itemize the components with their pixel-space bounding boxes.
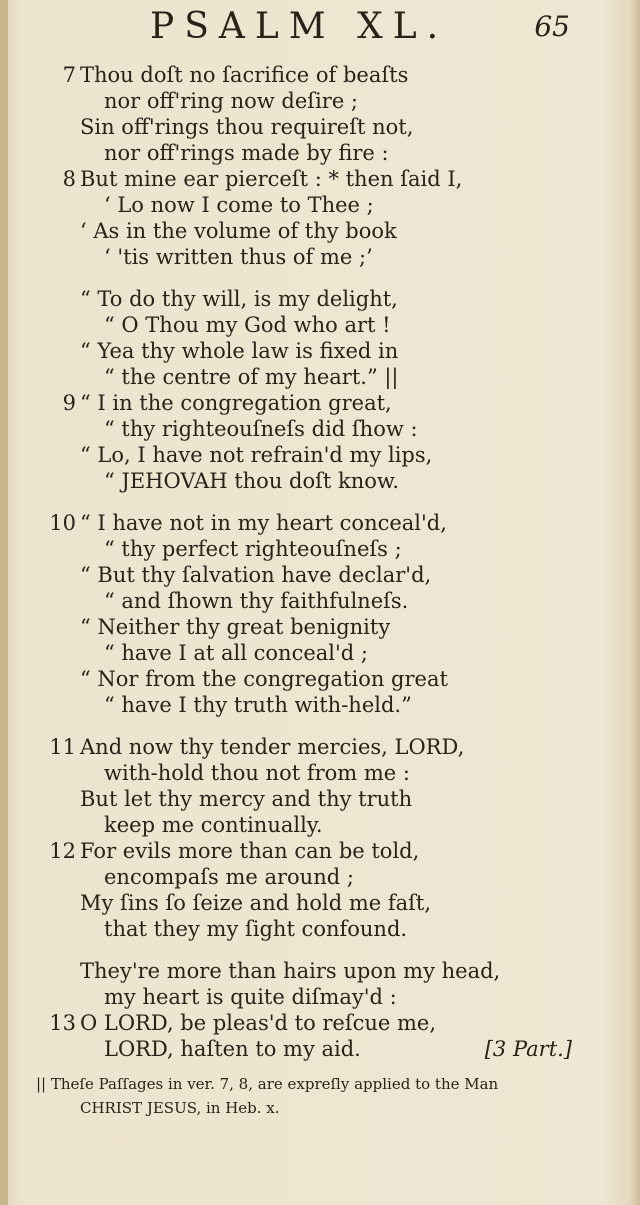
verse-text: my heart is quite diſmay'd :	[104, 985, 397, 1009]
verse-line	[0, 166, 640, 192]
verse-text: But let thy mercy and thy truth	[80, 787, 413, 811]
verse-line	[0, 958, 640, 984]
running-head: PSALM XL.	[150, 6, 449, 47]
verse-text: “ Lo, I have not refrain'd my lips,	[80, 443, 433, 467]
verse-line	[0, 88, 640, 114]
verse-text: keep me continually.	[104, 813, 323, 837]
verse-line	[0, 286, 640, 312]
verse-line	[0, 218, 640, 244]
verse-text: “ Neither thy great benignity	[80, 615, 391, 639]
verse-text: “ thy perfect righteouſneſs ;	[104, 537, 402, 561]
verse-text: But mine ear pierceſt : * then ſaid I,	[80, 167, 463, 191]
verse-text: “ and ſhown thy faithfulneſs.	[104, 589, 409, 613]
verse-text: encompaſs me around ;	[104, 865, 354, 889]
verse-line	[0, 312, 640, 338]
verse-number: 10	[49, 511, 76, 535]
verse-line	[0, 984, 640, 1010]
verse-text: “ I in the congregation great,	[80, 391, 392, 415]
psalm-text	[0, 62, 640, 1062]
verse-number: 9	[62, 391, 76, 415]
page-number: 65	[534, 10, 570, 43]
verse-text: ‘ As in the volume of thy book	[80, 219, 397, 243]
verse-line	[0, 734, 640, 760]
footnote-line-1: || Theſe Paſſages in ver. 7, 8, are expreſly applied to the Man	[36, 1075, 499, 1093]
verse-number: 7	[62, 63, 76, 87]
verse-line	[0, 786, 640, 812]
verse-line	[0, 588, 640, 614]
verse-text: nor off'ring now deſire ;	[104, 89, 359, 113]
verse-line	[0, 364, 640, 390]
verse-text: They're more than hairs upon my head,	[80, 959, 501, 983]
verse-line	[0, 244, 640, 270]
verse-text: “ JEHOVAH thou doſt know.	[104, 469, 400, 493]
verse-text: And now thy tender mercies, LORD,	[80, 735, 465, 759]
verse-text: with-hold thou not from me :	[104, 761, 410, 785]
verse-line	[0, 666, 640, 692]
verse-line	[0, 562, 640, 588]
verse-line	[0, 614, 640, 640]
footnote	[36, 1072, 596, 1120]
verse-number: 12	[49, 839, 76, 863]
verse-line	[0, 864, 640, 890]
verse-text: “ But thy ſalvation have declar'd,	[80, 563, 432, 587]
verse-text: “ thy righteouſneſs did ſhow :	[104, 417, 418, 441]
footnote-line-2: CHRIST JESUS, in Heb. x.	[80, 1099, 280, 1117]
verse-text: that they my ſight confound.	[104, 917, 408, 941]
verse-line	[0, 916, 640, 942]
verse-line	[0, 468, 640, 494]
verse-line	[0, 760, 640, 786]
verse-text: “ Nor from the congregation great	[80, 667, 448, 691]
verse-line	[0, 692, 640, 718]
verse-text: nor off'rings made by fire :	[104, 141, 389, 165]
verse-text: Sin off'rings thou requireſt not,	[80, 115, 414, 139]
verse-line	[0, 812, 640, 838]
verse-line	[0, 510, 640, 536]
verse-text: “ Yea thy whole law is fixed in	[80, 339, 399, 363]
verse-number: 8	[62, 167, 76, 191]
verse-line	[0, 416, 640, 442]
verse-line	[0, 62, 640, 88]
verse-number: 13	[49, 1011, 76, 1035]
verse-text: “ the centre of my heart.” ||	[104, 365, 399, 389]
verse-line	[0, 1010, 640, 1036]
verse-text: LORD, haſten to my aid.	[104, 1037, 361, 1061]
verse-line	[0, 1036, 640, 1062]
verse-text: “ I have not in my heart conceal'd,	[80, 511, 447, 535]
verse-line	[0, 536, 640, 562]
verse-line	[0, 390, 640, 416]
verse-text: O LORD, be pleas'd to reſcue me,	[80, 1011, 437, 1035]
verse-number: 11	[49, 735, 76, 759]
verse-line	[0, 838, 640, 864]
verse-text: ‘ 'tis written thus of me ;’	[104, 245, 373, 269]
part-marker: [3 Part.]	[484, 1037, 572, 1061]
verse-text: “ To do thy will, is my delight,	[80, 287, 398, 311]
verse-line	[0, 890, 640, 916]
verse-text: For evils more than can be told,	[80, 839, 420, 863]
verse-line	[0, 442, 640, 468]
verse-text: ‘ Lo now I come to Thee ;	[104, 193, 374, 217]
verse-text: Thou doſt no ſacrifice of beaſts	[80, 63, 409, 87]
verse-text: “ have I at all conceal'd ;	[104, 641, 368, 665]
verse-text: “ O Thou my God who art !	[104, 313, 391, 337]
verse-text: My ſins ſo ſeize and hold me faſt,	[80, 891, 432, 915]
verse-line	[0, 338, 640, 364]
verse-line	[0, 192, 640, 218]
verse-text: “ have I thy truth with-held.”	[104, 693, 412, 717]
verse-line	[0, 640, 640, 666]
verse-line	[0, 140, 640, 166]
verse-line	[0, 114, 640, 140]
